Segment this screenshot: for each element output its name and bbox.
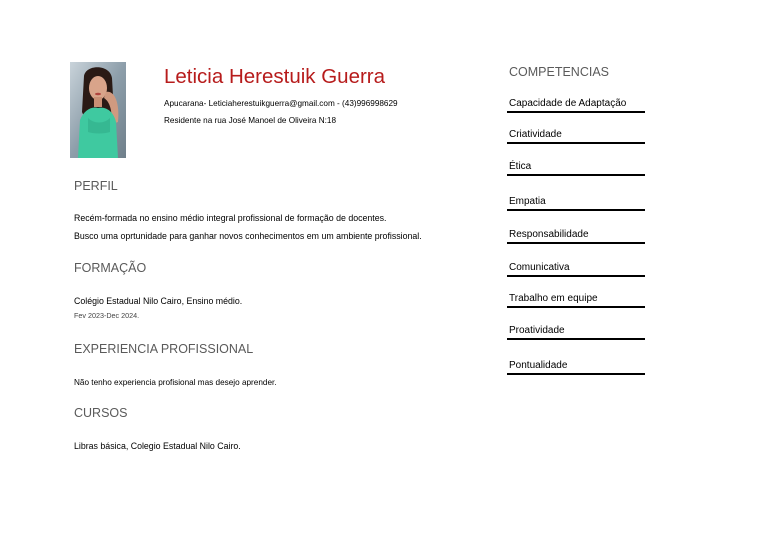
skill-item: Empatia (507, 195, 645, 211)
formacao-school: Colégio Estadual Nilo Cairo, Ensino médio. (74, 296, 243, 306)
experiencia-heading: EXPERIENCIA PROFISSIONAL (74, 342, 254, 356)
competencias-heading: COMPETENCIAS (509, 65, 610, 79)
profile-photo (70, 62, 126, 158)
cursos-heading: CURSOS (74, 406, 128, 420)
perfil-heading: PERFIL (74, 179, 118, 193)
skill-item: Comunicativa (507, 261, 645, 277)
skill-item: Pontualidade (507, 359, 645, 375)
skill-item: Responsabilidade (507, 228, 645, 244)
formacao-dates: Fev 2023-Dec 2024. (74, 311, 140, 320)
candidate-name: Leticia Herestuik Guerra (164, 65, 386, 88)
experiencia-text: Não tenho experiencia profisional mas desejo aprender. (74, 378, 277, 387)
skill-item: Trabalho em equipe (507, 292, 645, 308)
skill-item: Ética (507, 160, 645, 176)
address: Residente na rua José Manoel de Oliveira N:18 (164, 116, 337, 125)
skill-item: Proatividade (507, 324, 645, 340)
perfil-line-1: Recém-formada no ensino médio integral profissional de formação de docentes. (74, 213, 387, 223)
cursos-text: Libras básica, Colegio Estadual Nilo Cairo. (74, 441, 241, 451)
skill-item: Capacidade de Adaptação (507, 97, 645, 113)
contact-info: Apucarana- Leticiaherestuikguerra@gmail.com - (43)996998629 (164, 99, 398, 108)
formacao-heading: FORMAÇÃO (74, 261, 147, 275)
perfil-line-2: Busco uma oprtunidade para ganhar novos conhecimentos em um ambiente profissional. (74, 231, 422, 241)
skill-item: Criatividade (507, 128, 645, 144)
